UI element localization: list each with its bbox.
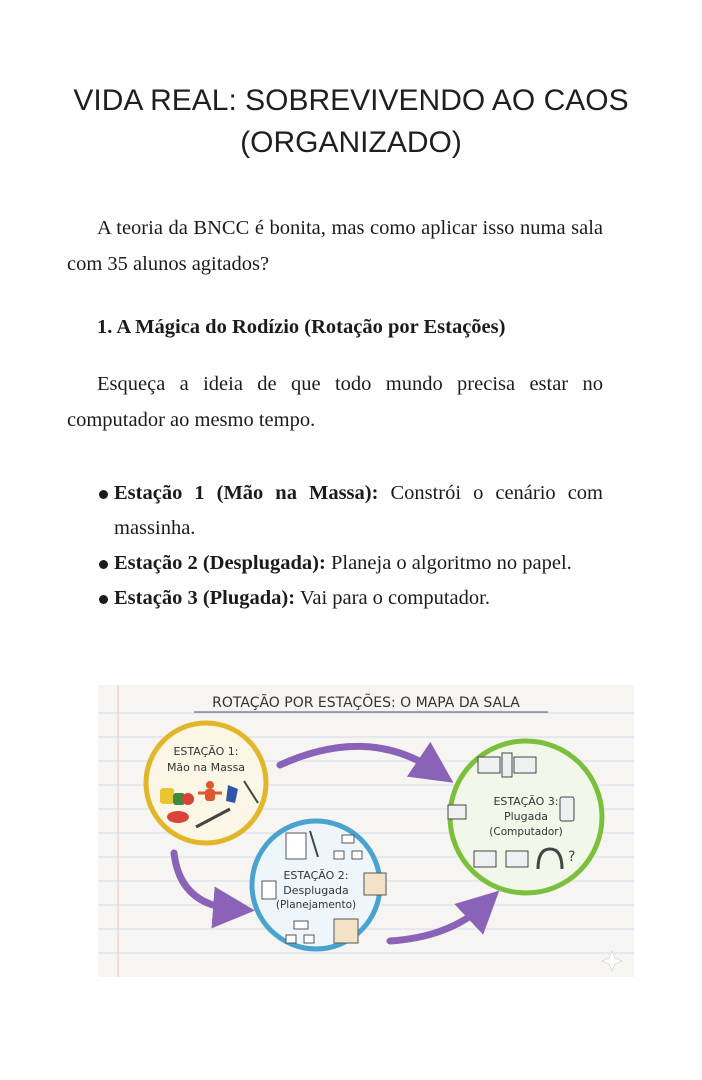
laptop-icon (474, 851, 496, 867)
figure-title: ROTAÇÃO POR ESTAÇÕES: O MAPA DA SALA (212, 695, 520, 711)
list-item (97, 546, 603, 581)
station-1-subtitle: Mão na Massa (166, 761, 246, 774)
list-item (97, 581, 603, 616)
tablet-icon (560, 797, 574, 821)
station-3 (448, 741, 602, 893)
stations-list (97, 476, 603, 616)
monitor-icon (448, 805, 466, 819)
desktop-computer-icon (478, 753, 536, 777)
station-3-name: ESTAÇÃO 3: (493, 795, 559, 808)
station-2-subtitle: Desplugada (283, 884, 349, 897)
station-label: Estação 2 (Desplugada): (114, 552, 326, 574)
station-2-detail: (Planejamento) (275, 899, 357, 911)
paper-sheet-icon (286, 833, 306, 859)
station-label: Estação 3 (Plugada): (114, 587, 296, 609)
computer-icon (506, 851, 528, 867)
station-3-detail: (Computador) (489, 826, 563, 838)
grid-board-icon (364, 873, 386, 895)
station-label: Estação 1 (Mão na Massa): (114, 482, 379, 504)
station-rotation-figure (98, 685, 634, 977)
station-3-subtitle: Plugada (503, 810, 549, 823)
maze-grid-icon (334, 919, 358, 943)
station-1 (146, 723, 266, 843)
station-1-circle (146, 723, 266, 843)
lead-paragraph: Esqueça a ideia de que todo mundo precisa estar no computador ao mesmo tempo. (67, 373, 603, 431)
worksheet-icon (262, 881, 276, 899)
list-item (97, 476, 603, 546)
station-2-name: ESTAÇÃO 2: (283, 869, 349, 882)
station-text: Constrói o cenário com massinha. (114, 482, 603, 539)
clay-blob-icon (167, 811, 189, 823)
page-title: VIDA REAL: SOBREVIVENDO AO CAOS (ORGANIZADO) (73, 84, 629, 159)
station-text: Planeja o algoritmo no papel. (325, 552, 572, 574)
station-1-name: ESTAÇÃO 1: (173, 745, 239, 758)
section-heading: 1. A Mágica do Rodízio (Rotação por Estações) (97, 316, 506, 338)
question-mark-icon: ? (568, 849, 576, 865)
station-text: Vai para o computador. (295, 587, 490, 609)
intro-paragraph: A teoria da BNCC é bonita, mas como aplicar isso numa sala com 35 alunos agitados? (67, 217, 603, 275)
